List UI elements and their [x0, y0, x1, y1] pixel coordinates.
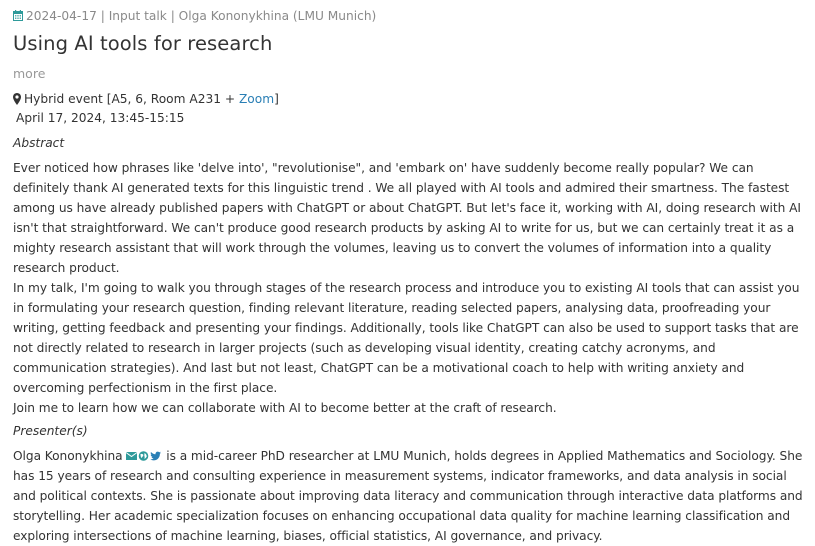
presenter-bio — [13, 446, 803, 546]
envelope-icon[interactable] — [126, 451, 137, 461]
presenter-name: Olga Kononykhina — [13, 449, 123, 463]
location-text: Hybrid event [A5, 6, Room A231 + — [24, 92, 239, 106]
abstract-paragraph: In my talk, I'm going to walk you through stages of the research process and introduce you to existing AI tools that can assist you in formulating your research question, finding relevant literature, reading selected papers, analysing data, proofreading your writing, getting feedback and presenting your findings. Additionally, tools like ChatGPT can also be used to support tasks that are not directly related to research in larger projects (such as developing visual identity, creating catchy acronyms, and communication strategies). And last but not least, ChatGPT can be a motivational coach to help with writing anxiety and overcoming perfectionism in the first place. — [13, 281, 800, 395]
more-link[interactable]: more — [13, 66, 46, 81]
page-title: Using AI tools for research — [13, 32, 273, 55]
map-marker-icon — [13, 93, 21, 105]
meta-separator: | — [100, 9, 105, 23]
meta-separator: | — [170, 9, 175, 23]
zoom-link[interactable]: Zoom — [238, 92, 275, 106]
globe-icon[interactable] — [138, 451, 149, 461]
abstract-paragraph: Ever noticed how phrases like 'delve into', "revolutionise", and 'embark on' have suddenly become really popular? We can definitely thank AI generated texts for this linguistic trend . We all played with AI tools and admired their smartness. The fastest among us have already published papers with ChatGPT or about ChatGPT. But let's face it, working with AI, doing research with AI isn't that straightforward. We can't produce good research products by asking AI to write for us, but we can certainly treat it as a mighty research assistant that will work through the volumes, leaving us to convert the volumes of information into a quality research product. — [13, 161, 801, 275]
event-type: Input talk — [108, 9, 167, 23]
abstract-heading: Abstract — [13, 136, 65, 150]
event-datetime: April 17, 2024, 13:45-15:15 — [16, 111, 185, 125]
event-meta — [13, 7, 803, 25]
twitter-icon[interactable] — [150, 451, 161, 461]
presenter-bio-text: is a mid-career PhD researcher at LMU Munich, holds degrees in Applied Mathematics and Sociology. She has 15 years of research and consulting experience in measurement systems, indicator frameworks, and data analysis in social and political contexts. She is passionate about improving data literacy and communication through interactive data platforms and storytelling. Her academic specialization focuses on enhancing occupational data quality for machine learning classification and exploring intersections of machine learning, biases, official statistics, AI governance, and privacy. — [13, 449, 803, 543]
calendar-icon — [13, 10, 23, 21]
event-speaker: Olga Kononykhina (LMU Munich) — [178, 9, 377, 23]
location-suffix: ] — [274, 92, 279, 106]
abstract-paragraph: Join me to learn how we can collaborate with AI to become better at the craft of research. — [13, 401, 557, 415]
presenters-heading: Presenter(s) — [13, 424, 88, 438]
event-date: 2024-04-17 — [26, 9, 97, 23]
event-location — [13, 90, 803, 108]
abstract-body — [13, 158, 803, 418]
